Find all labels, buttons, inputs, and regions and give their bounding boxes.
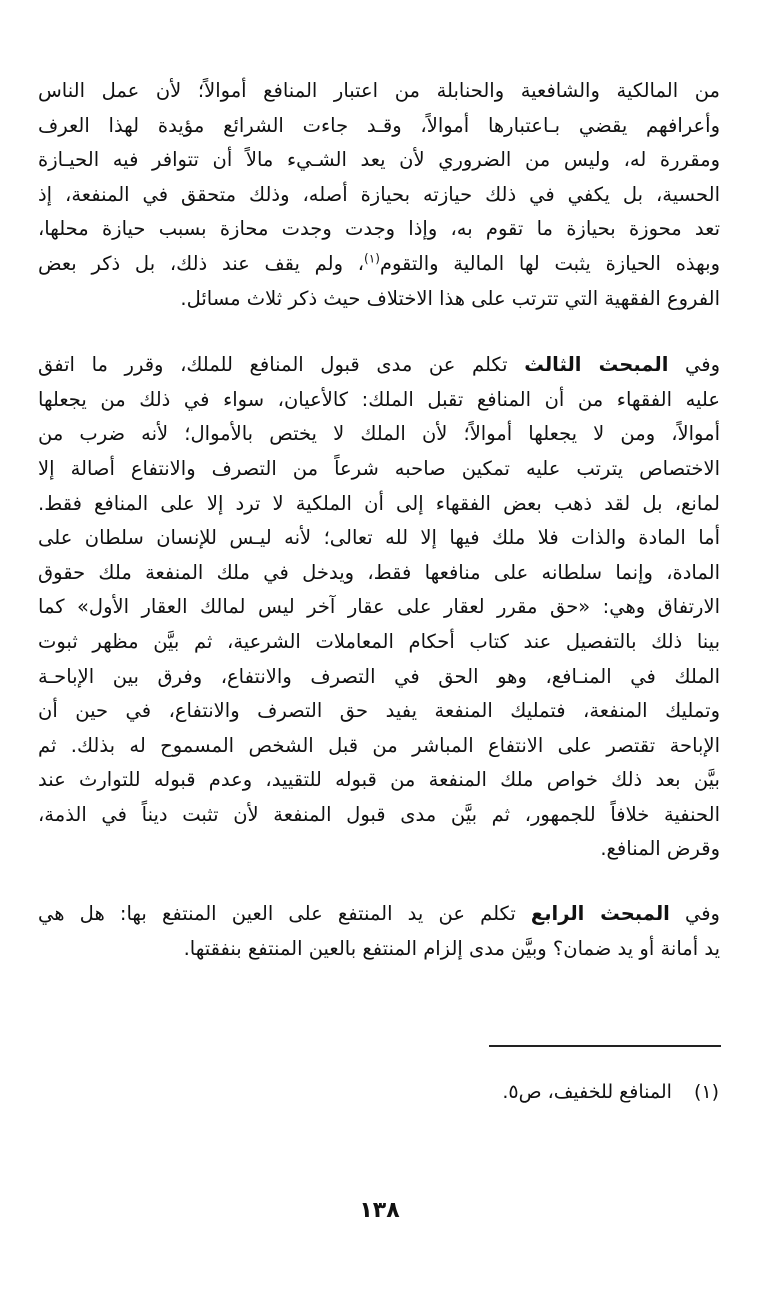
text-line: الملك في المنـافع، وهو الحق في التصرف والانتفاع، وفرق بين الإباحـة [38, 664, 720, 688]
text-line: لمانع، بل لقد ذهب بعض الفقهاء إلى أن الملكية لا ترد إلا على المنافع فقط. [38, 491, 720, 515]
text-line: بينا ذلك بالتفصيل عند كتاب أحكام المعاملات الشرعية، ثم بيَّن مظهر ثبوت [38, 629, 720, 653]
text-line-with-footnote [38, 247, 720, 282]
text-line: وأعرافهم يقضي بـاعتبارها أموالاً، وقـد جاءت الشرائع مؤيدة لهذا العرف [38, 113, 720, 137]
text-line: من المالكية والشافعية والحنابلة من اعتبار المنافع أموالاً؛ لأن عمل الناس [38, 79, 720, 102]
text-line: ومقررة له، وليس من الضروري لأن يعد الشـيء مالاً أن تتوافر فيه الحيـازة [38, 148, 720, 172]
text-line-with-heading [38, 348, 720, 383]
text-line: الإباحة تقتصر على الانتفاع المباشر من قبل الشخص المسموح له بذلك. ثم [38, 733, 720, 757]
text-line: المادة، وإنما سلطانه على منافعها فقط، ويدخل في ملك المنفعة ملك حقوق [38, 560, 720, 584]
text-line: الارتفاق وهي: «حق مقرر لعقار على عقار آخر ليس لمالك العقار الأول» كما [38, 595, 720, 619]
text-line: وتمليك المنفعة، فتمليك المنفعة يفيد حق التصرف والانتفاع، في حين أن [38, 699, 720, 723]
text-line: الاختصاص يترتب عليه تمكين صاحبه شرعاً من التصرف والانتفاع أصالة إلا [38, 456, 720, 480]
text-line: الحنفية خلافاً للجمهور، ثم بيَّن مدى قبول المنفعة لأن تثبت ديناً في الذمة، [38, 802, 720, 826]
text-segment: تكلم عن يد المنتفع على العين المنتفع بها: هل هي [38, 902, 531, 926]
text-line: تعد محوزة بحيازة ما تقوم به، وإذا وجدت وجدت محازة بسبب حيازة محلها، [38, 217, 720, 241]
text-segment: وفي [668, 353, 720, 377]
text-segment: وبهذه الحيازة يثبت لها المالية والتقوم [379, 251, 720, 275]
section-heading-inline: المبحث الرابع [530, 902, 670, 926]
paragraph-1 [38, 74, 720, 316]
footnote [502, 1078, 719, 1106]
text-line: عليه الفقهاء من أن المنافع تقبل الملك: كالأعيان، سواء في ذلك من يجعلها [38, 387, 720, 411]
text-line: بيَّن بعد ذلك خواص ملك المنفعة من قبوله للتقييد، وعدم قبوله للتوارث عند [38, 768, 720, 792]
paragraph-2 [38, 348, 720, 867]
text-line: أما المادة والذات فلا ملك فيها إلا لله تعالى؛ لأنه ليـس للإنسان سلطان على [38, 526, 720, 550]
section-heading-inline: المبحث الثالث [524, 353, 669, 377]
text-line: أموالاً، ومن لا يجعلها أموالاً؛ لأن الملك لا يختص بالأموال؛ لأنه ضرب من [38, 422, 720, 446]
text-line: يد أمانة أو يد ضمان؟ وبيَّن مدى إلزام المنتفع بالعين المنتفع بنفقتها. [183, 936, 720, 960]
text-line: وقرض المنافع. [600, 837, 720, 861]
paragraph-3 [38, 897, 720, 966]
footnote-number: (١) [693, 1081, 719, 1103]
text-line-with-heading [38, 897, 720, 932]
footnote-reference[interactable]: (١) [364, 251, 380, 266]
text-segment: ، ولم يقف عند ذلك، بل ذكر بعض [38, 251, 365, 275]
page-number: ١٣٨ [359, 1198, 400, 1223]
text-segment: وفي [669, 902, 720, 926]
footnote-text: المنافع للخفيف، ص٥. [502, 1081, 672, 1103]
footnote-separator [489, 1045, 721, 1047]
text-line: الفروع الفقهية التي تترتب على هذا الاختلاف حيث ذكر ثلاث مسائل. [180, 286, 720, 310]
text-line: الحسية، بل يكفي في ذلك حيازته بحيازة أصله، وذلك متحقق في المنفعة، إذ [38, 182, 720, 206]
text-segment: تكلم عن مدى قبول المنافع للملك، وقرر ما اتفق [38, 353, 525, 377]
document-body [38, 74, 720, 966]
